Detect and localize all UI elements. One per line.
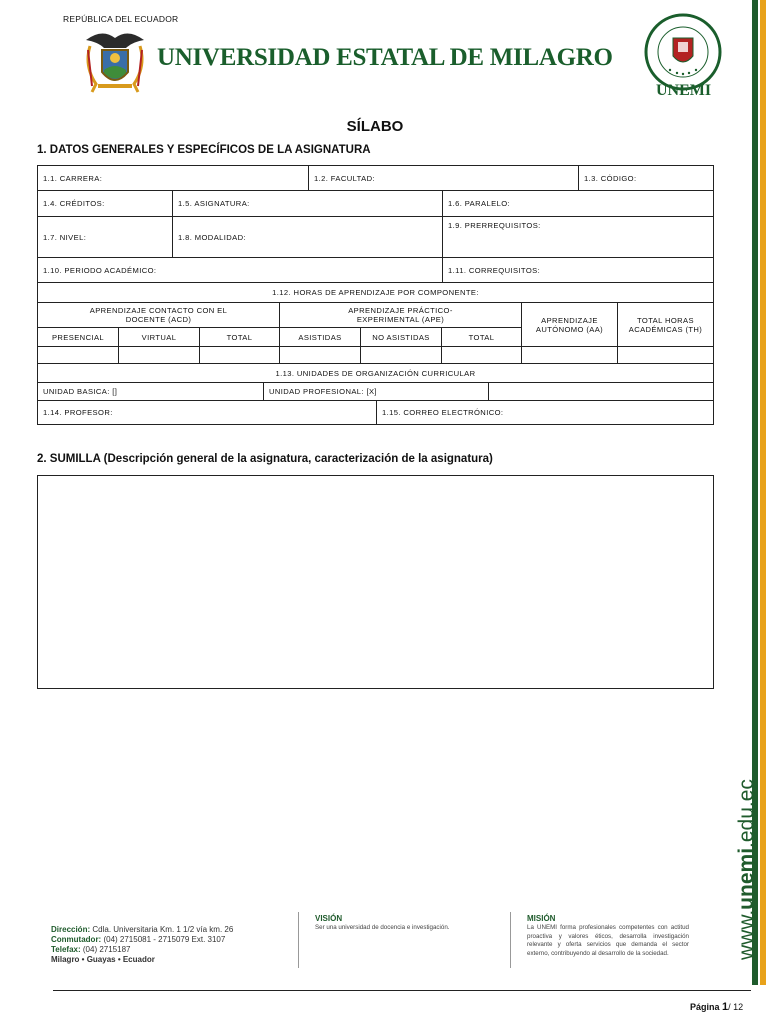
ape-header: APRENDIZAJE PRÁCTICO-EXPERIMENTAL (APE) xyxy=(279,302,522,328)
modalidad-field[interactable]: 1.8. MODALIDAD: xyxy=(172,216,443,258)
section-2-title: 2. SUMILLA (Descripción general de la asignatura, caracterización de la asignatura) xyxy=(37,453,493,465)
th-header: TOTAL HORAS ACADÉMICAS (TH) xyxy=(617,302,714,347)
page-number: Página 1/ 12 xyxy=(690,1001,744,1013)
asistidas-value[interactable] xyxy=(279,346,361,364)
mision-title: MISIÓN xyxy=(527,914,556,923)
website-url: www.unemi.edu.ec xyxy=(735,779,758,960)
aa-value[interactable] xyxy=(521,346,618,364)
footer-divider xyxy=(298,912,299,968)
profesor-field[interactable]: 1.14. PROFESOR: xyxy=(37,400,377,425)
unidad-basica-field[interactable]: UNIDAD BASICA: [] xyxy=(37,382,264,401)
no-asistidas-header: NO ASISTIDAS xyxy=(360,327,442,347)
ape-total-value[interactable] xyxy=(441,346,522,364)
periodo-field[interactable]: 1.10. PERIODO ACADÉMICO: xyxy=(37,257,443,283)
republic-label: REPÚBLICA DEL ECUADOR xyxy=(63,14,179,24)
prerrequisitos-field[interactable]: 1.9. PRERREQUISITOS: xyxy=(442,216,714,258)
section-1-title: 1. DATOS GENERALES Y ESPECÍFICOS DE LA ASIGNATURA xyxy=(37,144,371,156)
th-value[interactable] xyxy=(617,346,714,364)
acd-total-header: TOTAL xyxy=(199,327,280,347)
creditos-field[interactable]: 1.4. CRÉDITOS: xyxy=(37,190,173,217)
unidad-profesional-field[interactable]: UNIDAD PROFESIONAL: [X] xyxy=(263,382,489,401)
ecuador-coat-of-arms-icon xyxy=(82,26,148,98)
document-title: SÍLABO xyxy=(346,118,404,135)
unidad-empty xyxy=(488,382,714,401)
acd-header: APRENDIZAJE CONTACTO CON EL DOCENTE (ACD) xyxy=(37,302,280,328)
correquisitos-field[interactable]: 1.11. CORREQUISITOS: xyxy=(442,257,714,283)
footer-contact: Dirección: Cdla. Universitaria Km. 1 1/2 vía km. 26 Conmutador: (04) 2715081 - 2715079 Ext. 3107 Telefax: (04) 2715187 Milagro • Guayas • Ecuador xyxy=(51,925,234,964)
aa-header: APRENDIZAJE AUTÓNOMO (AA) xyxy=(521,302,618,347)
carrera-field[interactable]: 1.1. CARRERA: xyxy=(37,165,309,191)
asignatura-field[interactable]: 1.5. ASIGNATURA: xyxy=(172,190,443,217)
unidades-header: 1.13. UNIDADES DE ORGANIZACIÓN CURRICULAR xyxy=(37,363,714,383)
facultad-field[interactable]: 1.2. FACULTAD: xyxy=(308,165,579,191)
paralelo-field[interactable]: 1.6. PARALELO: xyxy=(442,190,714,217)
footer-rule xyxy=(53,990,751,991)
acd-total-value[interactable] xyxy=(199,346,280,364)
presencial-header: PRESENCIAL xyxy=(37,327,119,347)
nivel-field[interactable]: 1.7. NIVEL: xyxy=(37,216,173,258)
virtual-value[interactable] xyxy=(118,346,200,364)
mision-text: La UNEMI forma profesionales competentes con actitud proactiva y valores éticos, desarrolla investigación relevante y oferta servicios que demanda el sector externo, contribuyendo al desarrollo de la sociedad. xyxy=(527,924,689,957)
virtual-header: VIRTUAL xyxy=(118,327,200,347)
horas-header: 1.12. HORAS DE APRENDIZAJE POR COMPONENTE: xyxy=(37,282,714,303)
presencial-value[interactable] xyxy=(37,346,119,364)
unemi-logo-text: UNEMI xyxy=(656,82,712,99)
university-title: UNIVERSIDAD ESTATAL DE MILAGRO xyxy=(157,44,613,71)
footer-divider xyxy=(510,912,511,968)
no-asistidas-value[interactable] xyxy=(360,346,442,364)
sumilla-textarea[interactable] xyxy=(37,475,714,689)
vision-title: VISIÓN xyxy=(315,914,343,923)
codigo-field[interactable]: 1.3. CÓDIGO: xyxy=(578,165,714,191)
gold-stripe xyxy=(760,0,766,985)
asistidas-header: ASISTIDAS xyxy=(279,327,361,347)
ape-total-header: TOTAL xyxy=(441,327,522,347)
correo-field[interactable]: 1.15. CORREO ELECTRÓNICO: xyxy=(376,400,714,425)
vision-text: Ser una universidad de docencia e investigación. xyxy=(315,924,450,931)
